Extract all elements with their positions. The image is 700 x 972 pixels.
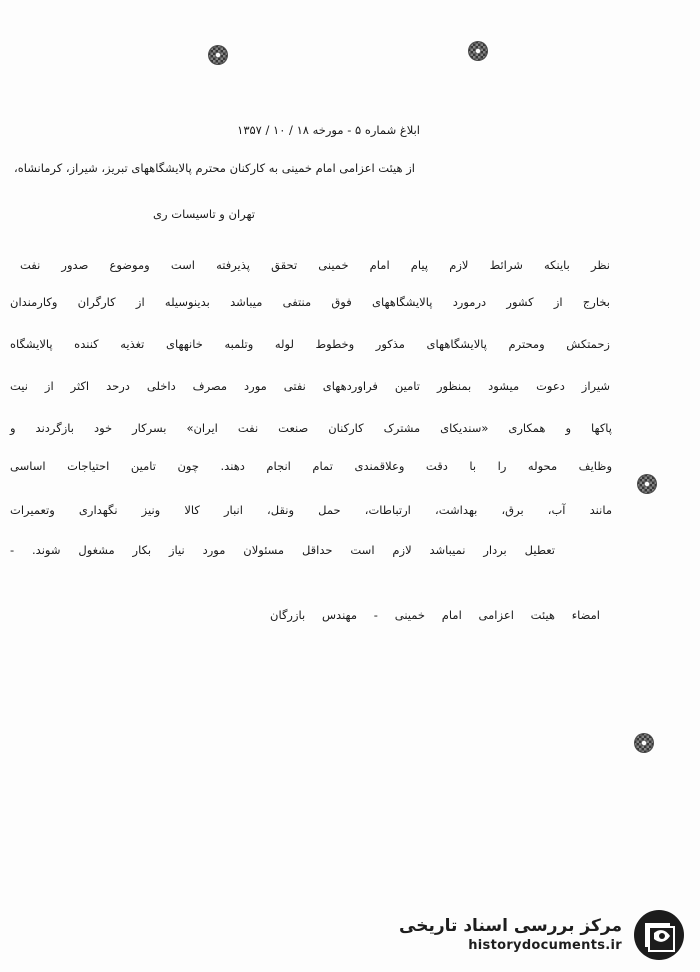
addressee-line-continued: تهران و تاسیسات ری (153, 207, 255, 221)
signature-line: امضاء هیئت اعزامی امام خمینی - مهندس بازرگان (270, 608, 600, 622)
body-line: وظایف محوله را با دقت وعلاقمندی تمام انجام دهند. چون تامین احتیاجات اساسی (10, 459, 612, 473)
archive-logo-icon (632, 908, 686, 962)
body-line: بخارج از کشور درمورد پالایشگاههای فوق منتفی میباشد بدینوسیله از کارگران وکارمندان (10, 295, 610, 309)
watermark (399, 908, 686, 962)
body-line: زحمتکش ومحترم پالایشگاههای مذکور وخطوط لوله وتلمبه خانههای تغذیه کننده پالایشگاه (10, 337, 610, 351)
body-line: مانند آب، برق، بهداشت، ارتباطات، حمل ونقل، انبار کالا ونیز نگهداری وتعمیرات (10, 503, 612, 517)
body-line: تعطیل بردار نمیباشد لازم است حداقل مسئولان مورد نیاز بکار مشغول شوند. - (10, 543, 555, 557)
body-line: شیراز دعوت میشود بمنظور تامین فراوردههای نفتی مورد مصرف داخلی درحد اکثر از نیت (10, 379, 610, 393)
watermark-text (399, 915, 622, 955)
body-line: نظر باینکه شرائط لازم پیام امام خمینی تحقق پذیرفته است وموضوع صدور نفت (20, 258, 610, 272)
body-line: پاکها و همکاری «سندیکای مشترک کارکنان صنعت نفت ایران» بسرکار خود بازگردند و (10, 421, 612, 435)
reference-line: ابلاغ شماره ۵ - مورخه ۱۸ / ۱۰ / ۱۳۵۷ (237, 123, 420, 137)
watermark-url: historydocuments.ir (468, 938, 622, 953)
addressee-line: از هیئت اعزامی امام خمینی به کارکنان محترم پالایشگاههای تبریز، شیراز، کرمانشاه، (14, 161, 415, 175)
watermark-title: مرکز بررسی اسناد تاریخی (399, 916, 622, 936)
